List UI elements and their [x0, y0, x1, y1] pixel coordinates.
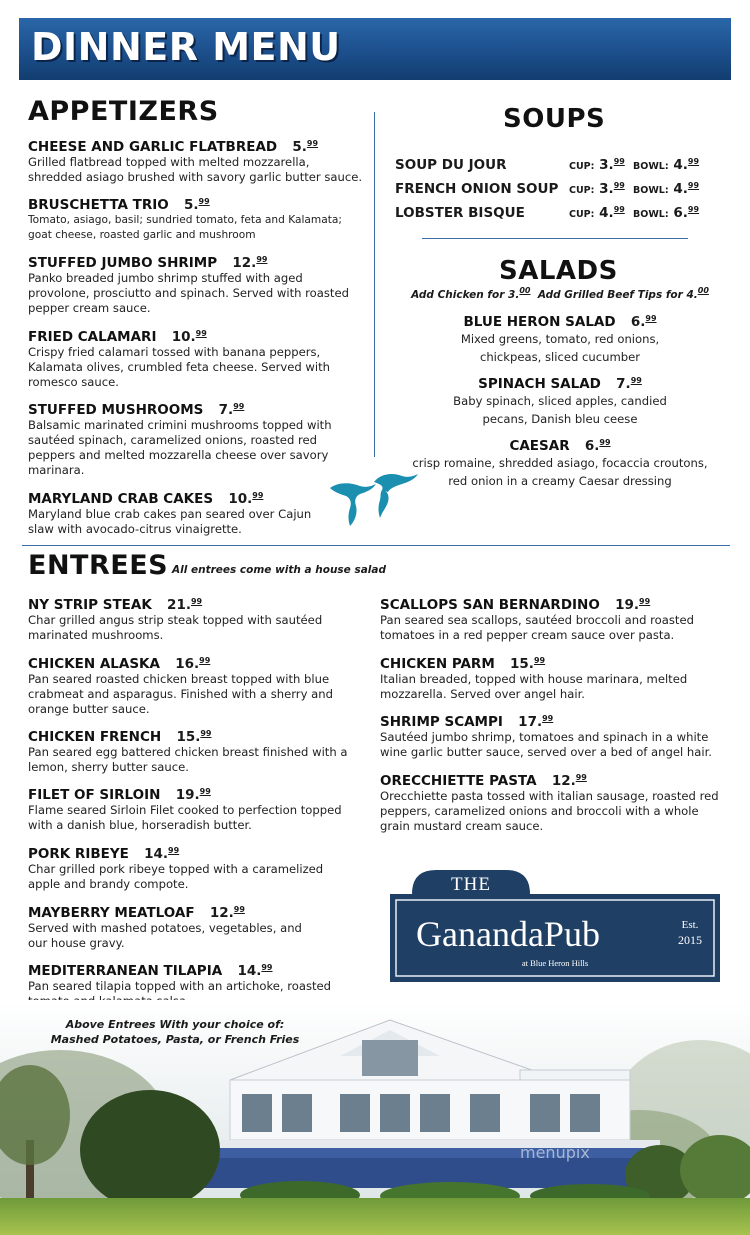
item-description: Served with mashed potatoes, vegetables, and our house gravy. [28, 921, 302, 950]
logo-name: GanandaPub [416, 914, 600, 954]
item-description: Panko breaded jumbo shrimp stuffed with aged provolone, prosciutto and spinach. Served with roasted pepper cream sauce. [28, 271, 349, 315]
item-description: Baby spinach, sliced apples, candied pecans, Danish bleu ceese [453, 394, 667, 426]
column-divider [374, 112, 375, 457]
item-description: Mixed greens, tomato, red onions, chickpeas, sliced cucumber [460, 332, 660, 364]
item-description: Flame seared Sirloin Filet cooked to perfection topped with a danish blue, horseradish butter. [28, 803, 342, 832]
item-description: crisp romaine, shredded asiago, focaccia croutons, red onion in a creamy Caesar dressing [412, 456, 708, 488]
appetizers-heading: APPETIZERS [28, 96, 219, 127]
item-name: PORK RIBEYE [28, 846, 129, 862]
entrees-heading: ENTREES [28, 550, 169, 581]
item-description: Pan seared egg battered chicken breast finished with a lemon, sherry butter sauce. [28, 745, 348, 774]
menu-item [28, 653, 358, 717]
item-name: ORECCHIETTE PASTA [380, 773, 537, 789]
item-description: Crispy fried calamari tossed with banana peppers, Kalamata olives, crumbled feta cheese. Served with romesco sauce. [28, 345, 331, 389]
menu-item [28, 594, 358, 643]
item-price: 19.99 [615, 597, 651, 613]
menu-item [28, 843, 358, 892]
item-price: 14.99 [144, 846, 180, 862]
item-name: SHRIMP SCAMPI [380, 714, 503, 730]
item-name: CAESAR [509, 438, 570, 454]
logo-est: Est. [681, 919, 699, 931]
logo-year: 2015 [678, 933, 702, 947]
item-price: 6.99 [584, 438, 611, 454]
item-name: MARYLAND CRAB CAKES [28, 491, 214, 507]
item-name: CHICKEN ALASKA [28, 656, 160, 672]
cup-price: CUP: 4.99 [569, 205, 625, 221]
menu-item [380, 653, 720, 702]
logo-subtitle: at Blue Heron Hills [521, 958, 589, 968]
item-name: MEDITERRANEAN TILAPIA [28, 963, 223, 979]
soup-name: FRENCH ONION SOUP [395, 181, 559, 197]
item-name: STUFFED JUMBO SHRIMP [28, 255, 218, 271]
item-price: 7.99 [616, 376, 642, 392]
bowl-price: BOWL: 4.99 [633, 181, 700, 197]
item-price: 15.99 [510, 656, 546, 672]
item-price: 5.99 [292, 139, 319, 155]
item-name: SPINACH SALAD [478, 376, 601, 392]
watermark: menupix [520, 1143, 590, 1162]
soups-heading: SOUPS [503, 104, 606, 134]
menu-item [400, 373, 720, 428]
menu-item [380, 594, 720, 643]
bowl-price: BOWL: 4.99 [633, 157, 700, 173]
item-name: MAYBERRY MEATLOAF [28, 905, 195, 921]
logo-the: THE [451, 874, 491, 895]
item-name: CHEESE AND GARLIC FLATBREAD [28, 139, 278, 155]
item-description: Orecchiette pasta tossed with italian sausage, roasted red peppers, caramelized onions and broccoli with a whole grain mustard cream sauce. [380, 789, 719, 833]
item-name: NY STRIP STEAK [28, 597, 152, 613]
item-price: 6.99 [630, 314, 657, 330]
soup-row [395, 205, 715, 225]
soup-name: LOBSTER BISQUE [395, 205, 525, 221]
item-name: FILET OF SIRLOIN [28, 787, 161, 803]
heron-birds-icon [330, 468, 418, 528]
item-price: 16.99 [175, 656, 211, 672]
item-description: Pan seared sea scallops, sautéed broccoli and roasted tomatoes in a red pepper cream sauce over pasta. [380, 613, 694, 642]
salads-heading: SALADS [499, 256, 618, 286]
item-description: Balsamic marinated crimini mushrooms topped with sautéed spinach, caramelized onions, roasted red peppers and melted mozzarella cheese over savory marinara. [28, 418, 332, 477]
page-title: DINNER MENU [31, 25, 341, 69]
menu-item [380, 711, 720, 760]
gananda-pub-logo [390, 868, 720, 982]
menu-item [400, 311, 720, 366]
item-price: 17.99 [518, 714, 554, 730]
item-price: 7.99 [218, 402, 245, 418]
item-description: Italian breaded, topped with house marinara, melted mozzarella. Served over angel hair. [380, 672, 688, 701]
item-price: 10.99 [228, 491, 264, 507]
item-description: Tomato, asiago, basil; sundried tomato, feta and Kalamata; goat cheese, roasted garlic and mushroom [28, 214, 342, 241]
item-price: 19.99 [175, 787, 211, 803]
item-description: Sautéed jumbo shrimp, tomatoes and spinach in a white wine garlic butter sauce, served over a bed of angel hair. [380, 730, 712, 759]
item-name: FRIED CALAMARI [28, 329, 157, 345]
menu-item [28, 726, 358, 775]
bowl-price: BOWL: 6.99 [633, 205, 700, 221]
menu-item [28, 902, 318, 951]
item-description: Char grilled angus strip steak topped with sautéed marinated mushrooms. [28, 613, 323, 642]
item-description: Pan seared roasted chicken breast topped with blue crabmeat and asparagus. Finished with a sherry and orange butter sauce. [28, 672, 333, 716]
menu-item [28, 136, 363, 185]
menu-item [28, 784, 358, 833]
menu-item [395, 435, 725, 490]
menu-item [28, 252, 363, 316]
header-banner [19, 18, 731, 80]
soup-row [395, 181, 715, 201]
cup-price: CUP: 3.99 [569, 157, 625, 173]
item-description: Char grilled pork ribeye topped with a caramelized apple and brandy compote. [28, 862, 324, 891]
section-divider [22, 545, 730, 546]
item-description: Pan seared tilapia topped with an artichoke, roasted [28, 979, 332, 993]
menu-item [28, 194, 363, 243]
item-name: SCALLOPS SAN BERNARDINO [380, 597, 600, 613]
item-name: BLUE HERON SALAD [463, 314, 616, 330]
item-description: Maryland blue crab cakes pan seared over Cajun slaw with avocado-citrus vinaigrette. [28, 507, 312, 536]
soup-row [395, 157, 715, 177]
cup-price: CUP: 3.99 [569, 181, 625, 197]
item-name: CHICKEN FRENCH [28, 729, 162, 745]
menu-item [28, 488, 328, 537]
entrees-note: All entrees come with a house salad [172, 564, 386, 576]
salads-addons-note: Add Chicken for 3.00 Add Grilled Beef Tips for 4.00 [411, 286, 709, 301]
item-name: BRUSCHETTA TRIO [28, 197, 169, 213]
item-price: 21.99 [167, 597, 203, 613]
item-description: Grilled flatbread topped with melted mozzarella, shredded asiago brushed with savory garlic butter sauce. [28, 155, 363, 184]
soup-name: SOUP DU JOUR [395, 157, 507, 173]
menu-item [380, 770, 720, 834]
item-price: 12.99 [551, 773, 587, 789]
item-price: 10.99 [171, 329, 207, 345]
item-name: CHICKEN PARM [380, 656, 495, 672]
item-price: 14.99 [237, 963, 273, 979]
entree-sides-note: Above Entrees With your choice of: Mashed Potatoes, Pasta, or French Fries [50, 1018, 300, 1046]
menu-item [28, 326, 363, 390]
section-divider [422, 238, 688, 239]
item-price: 15.99 [176, 729, 212, 745]
item-price: 12.99 [209, 905, 245, 921]
item-name: STUFFED MUSHROOMS [28, 402, 204, 418]
item-price: 5.99 [184, 197, 210, 213]
menu-item [28, 399, 363, 478]
item-price: 12.99 [232, 255, 268, 271]
